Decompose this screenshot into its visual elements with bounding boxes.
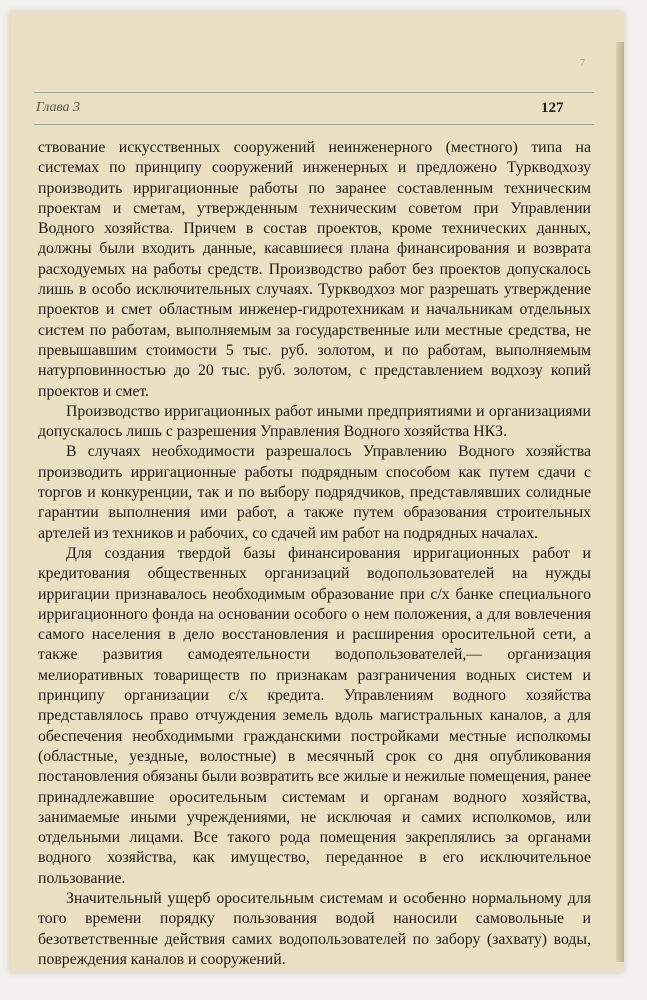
- page-edge: [616, 42, 624, 962]
- page-number: 127: [541, 100, 564, 116]
- book-page: [10, 12, 624, 972]
- paragraph-1: ствование искусственных сооружений неинженерного (местного) типа на системах по принципу сооружений инженерных и предложено Туркводхозу производить ирригационные работы по заранее составленным техническим проектам и сметам, утвержденным техническим советом при Управлении Водного хозяйства. Причем в состав проектов, кроме технических данных, должны были входить данные, касавшиеся плана финансирования и возврата расходуемых на работы средств. Производство работ без проектов допускалось лишь в особо исключительных случаях. Туркводхоз мог разрешать утверждение проектов и смет областным инженер-гидротехникам и начальникам отдельных систем по работам, выполняемым за государственные или местные средства, не превышавшим стоимости 5 тыс. руб. золотом, и по работам, выполняемым натурповинностью до 20 тыс. руб. золотом, с представлением водхозу копий проектов и смет.: [38, 139, 591, 400]
- paragraph-2: Производство ирригационных работ иными предприятиями и организациями допускалось лишь с разрешения Управления Водного хозяйства НКЗ.: [38, 402, 591, 441]
- body-text: [38, 138, 591, 970]
- paragraph-3: В случаях необходимости разрешалось Управлению Водного хозяйства производить ирригационные работы подрядным способом как путем сдачи с торгов и конкуренции, так и по выбору подрядчиков, представлявших солидные гарантии выполнения ими работ, а также путем образования строительных артелей из техников и рабочих, со сдачей им работ на подрядных началах.: [38, 443, 591, 542]
- corner-mark: 7: [580, 58, 585, 69]
- paragraph-4: Для создания твердой базы финансирования ирригационных работ и кредитования общественных организаций водопользователей на нужды ирригации признавалось необходимым образование при с/х банке специального ирригационного фонда на основании особого о нем положения, а для вовлечения самого населения в дело восстановления и расширения оросительной сети, а также развития самодеятельности водопользователей,— организация мелиоративных товариществ по признакам разграничения водных систем и принципу организации с/х кредита. Управлениям водного хозяйства представлялось право отчуждения земель вдоль магистральных каналов, а для обеспечения необходимыми гражданскими постройками местные исполкомы (областные, уездные, волостные) в месячный срок со дня опубликования постановления обязаны были возвратить все жилые и нежилые помещения, ранее принадлежавшие оросительным системам и органам водного хозяйства, занимаемые иными учреждениями, не исключая и самих исполкомов, или отдельными лицами. Все такого рода помещения закреплялись за органами водного хозяйства, как имущество, переданное в его исключительное пользование.: [38, 544, 591, 887]
- running-head: Глава 3: [36, 100, 80, 115]
- header-rule-top: [34, 92, 594, 93]
- header-rule-bottom: [34, 124, 594, 125]
- paragraph-5: Значительный ущерб оросительным системам и особенно нормальному для того времени порядку пользования водой наносили самовольные и безответственные действия самих водопользователей по забору (захвату) воды, повреждения каналов и сооружений.: [38, 889, 591, 968]
